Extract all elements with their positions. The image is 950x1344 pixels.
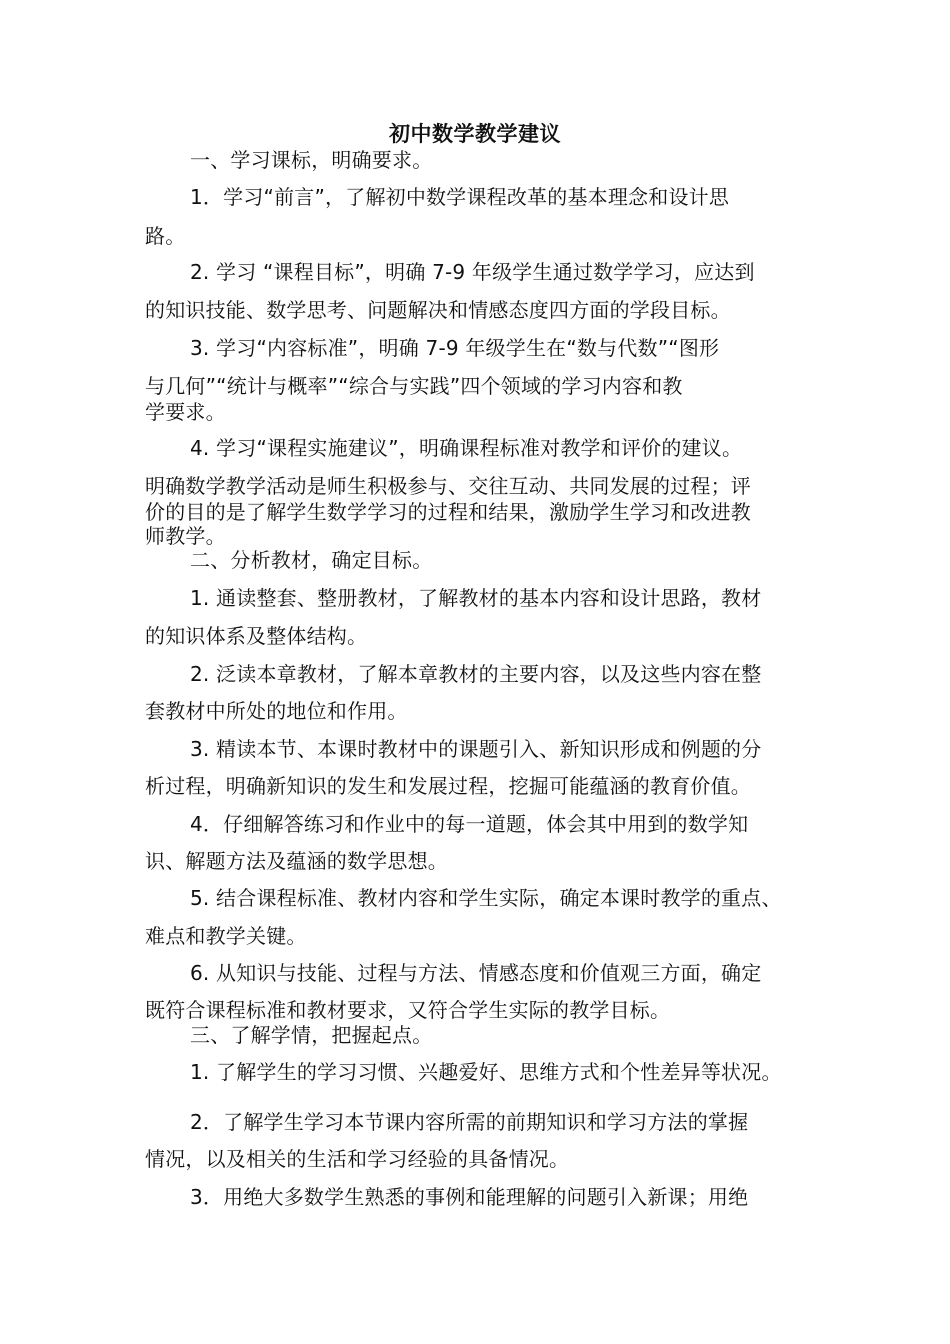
section-heading-1: 一、学习课标，明确要求。 bbox=[190, 148, 433, 172]
paragraph-line: 3. 学习“内容标准”，明确 7-9 年级学生在“数与代数”“图形 bbox=[190, 336, 720, 360]
paragraph-line: 2．了解学生学习本节课内容所需的前期知识和学习方法的掌握 bbox=[190, 1110, 749, 1134]
section-heading-2: 二、分析教材，确定目标。 bbox=[190, 548, 433, 572]
paragraph-line: 与几何”“统计与概率”“综合与实践”四个领域的学习内容和教 bbox=[145, 374, 683, 398]
paragraph-line: 套教材中所处的地位和作用。 bbox=[145, 699, 408, 723]
paragraph-line: 1. 了解学生的学习习惯、兴趣爱好、思维方式和个性差异等状况。 bbox=[190, 1060, 782, 1084]
paragraph-line: 的知识体系及整体结构。 bbox=[145, 624, 368, 648]
paragraph-line: 价的目的是了解学生数学学习的过程和结果，激励学生学习和改进教 bbox=[145, 500, 751, 524]
paragraph-line: 2. 泛读本章教材，了解本章教材的主要内容，以及这些内容在整 bbox=[190, 662, 762, 686]
paragraph-line: 6. 从知识与技能、过程与方法、情感态度和价值观三方面，确定 bbox=[190, 961, 762, 985]
paragraph-line: 3．用绝大多数学生熟悉的事例和能理解的问题引入新课；用绝 bbox=[190, 1185, 749, 1209]
paragraph-line: 师教学。 bbox=[145, 524, 226, 548]
paragraph-line: 5. 结合课程标准、教材内容和学生实际，确定本课时教学的重点、 bbox=[190, 886, 782, 910]
paragraph-line: 1. 通读整套、整册教材，了解教材的基本内容和设计思路，教材 bbox=[190, 586, 762, 610]
paragraph-line: 难点和教学关键。 bbox=[145, 924, 307, 948]
paragraph-line: 3. 精读本节、本课时教材中的课题引入、新知识形成和例题的分 bbox=[190, 737, 762, 761]
document-title: 初中数学教学建议 bbox=[389, 122, 561, 146]
paragraph-line: 的知识技能、数学思考、问题解决和情感态度四方面的学段目标。 bbox=[145, 298, 731, 322]
paragraph-line: 学要求。 bbox=[145, 400, 226, 424]
paragraph-line: 析过程，明确新知识的发生和发展过程，挖掘可能蕴涵的教育价值。 bbox=[145, 774, 751, 798]
paragraph-line: 情况，以及相关的生活和学习经验的具备情况。 bbox=[145, 1147, 570, 1171]
section-heading-3: 三、了解学情，把握起点。 bbox=[190, 1023, 433, 1047]
paragraph-line: 1．学习“前言”，了解初中数学课程改革的基本理念和设计思 bbox=[190, 185, 730, 209]
paragraph-line: 识、解题方法及蕴涵的数学思想。 bbox=[145, 849, 448, 873]
paragraph-line: 2. 学习 “课程目标”，明确 7-9 年级学生通过数学学习，应达到 bbox=[190, 260, 755, 284]
paragraph-line: 4．仔细解答练习和作业中的每一道题，体会其中用到的数学知 bbox=[190, 812, 749, 836]
paragraph-line: 既符合课程标准和教材要求，又符合学生实际的教学目标。 bbox=[145, 998, 671, 1022]
paragraph-line: 路。 bbox=[145, 224, 186, 248]
paragraph-line: 4. 学习“课程实施建议”，明确课程标准对教学和评价的建议。 bbox=[190, 436, 743, 460]
paragraph-line: 明确数学教学活动是师生积极参与、交往互动、共同发展的过程；评 bbox=[145, 474, 751, 498]
